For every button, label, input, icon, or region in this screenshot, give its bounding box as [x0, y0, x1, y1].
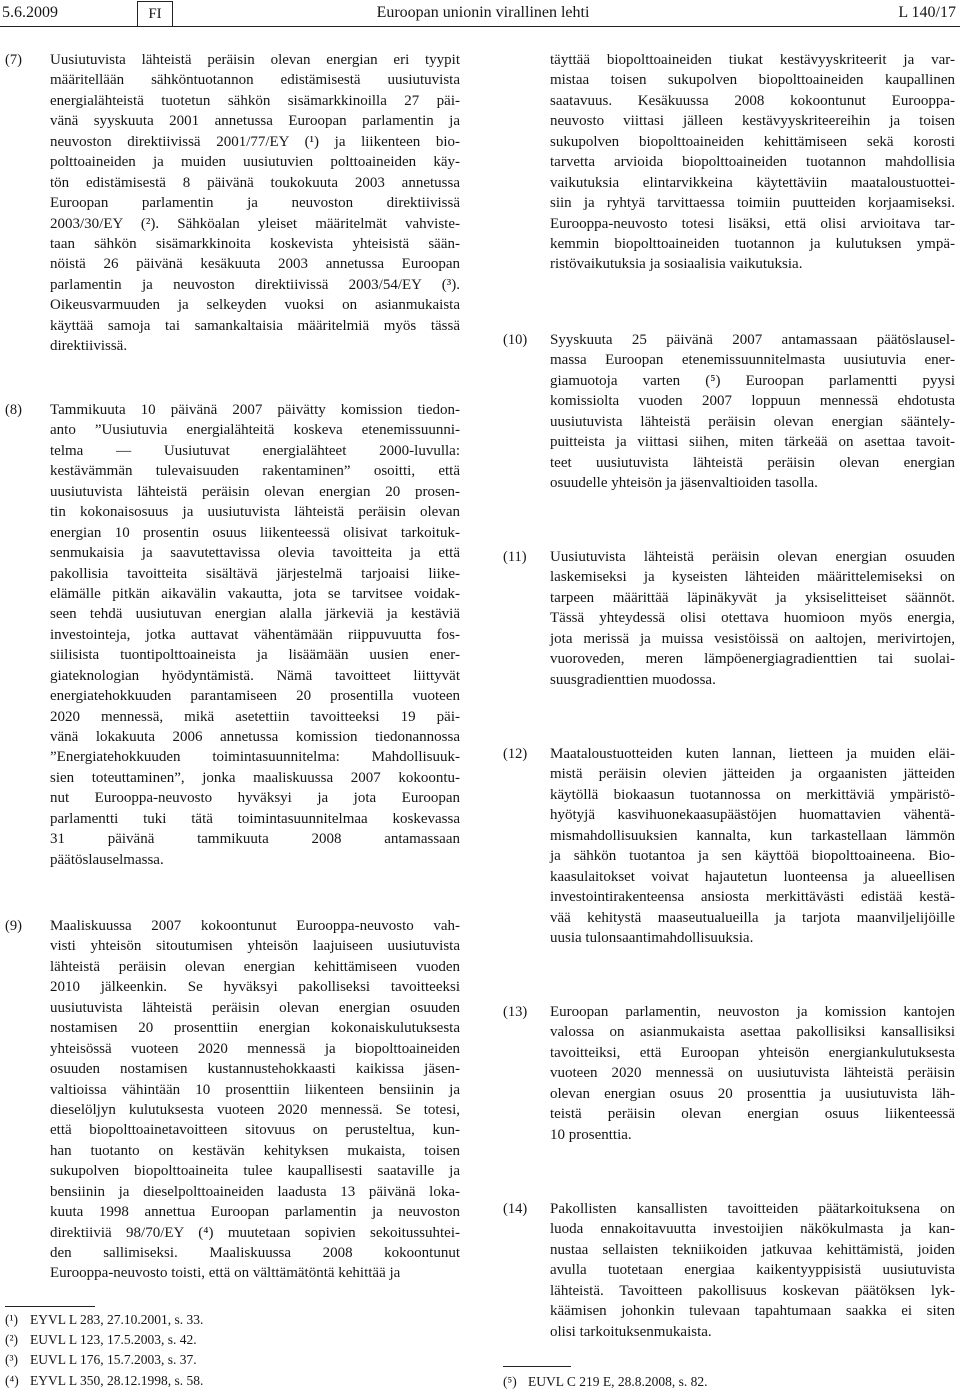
text-line: vuoroveden, meren lämpöenergiagradienttien tai suolai-: [550, 651, 955, 668]
text-line: parlamentti tuki tätä toimintasuunnitelmaa koskevassa: [50, 810, 460, 827]
text-line: puitteista ja viittasi siihen, miten tärkeää on asettaa tavoit-: [550, 434, 955, 451]
text-line: laskemiseksi ja kyseisten lähteiden määrittelemiseksi on: [550, 569, 955, 586]
text-line: bensiinin ja dieselpolttoaineiden laadusta 13 päivänä loka-: [50, 1183, 460, 1200]
text-line: vänä lokakuuta 2006 annetussa komission tiedonannossa: [50, 729, 460, 745]
text-line: käyttää samoja tai samankaltaisia määritelmiä myös tässä: [50, 317, 460, 334]
text-line: dieselöljyn kulutuksesta vuoteen 2020 mennessä. Se totesi,: [50, 1101, 460, 1118]
text-line: polttoaineiden ja muiden uusiutuvien polttoaineiden käy-: [50, 154, 460, 171]
recital-number: (14): [503, 1201, 528, 1217]
recital-text: [550, 330, 955, 494]
text-line: teet uusiutuvista lähteistä peräisin olevan energian: [550, 454, 955, 471]
text-line: energian 10 prosentin osuus liikenteessä olisivat tarkoituk-: [50, 524, 460, 541]
text-line: giamuotoja varten (⁵) Euroopan parlamentti pyysi: [550, 372, 955, 389]
text-line: Pakollisten kansallisten tavoitteiden päätarkoituksena on: [550, 1201, 955, 1217]
text-line: nut Eurooppa-neuvosto hyväksyi ja jota Euroopan: [50, 790, 460, 807]
text-line: Tässä yhteydessä olisi otettava huomioon myös energia,: [550, 610, 955, 627]
text-line: hyötyjä kasvihuonekaasupäästöjen huomattavien vähentä-: [550, 807, 955, 824]
text-line: mismahdollisuuksien kannalta, kun tarkastellaan lämmön: [550, 827, 955, 844]
text-line: komissiolta vuoden 2007 loppuun mennessä ehdotusta: [550, 393, 955, 410]
text-line: uusiutuvista lähteistä peräisin olevan energian sääntely-: [550, 413, 955, 430]
text-line: nustaa sellaisten tekniikoiden jatkuvaa kehittämistä, joiden: [550, 1241, 955, 1258]
text-line: senmukaisia ja saavutettavissa olevia tavoitteita ja että: [50, 545, 460, 562]
publication-date: 5.6.2009: [2, 4, 58, 21]
text-line: käytöllä biokaasun tuotannossa on merkittäviä ympäristö-: [550, 786, 955, 803]
text-line: käämisen johonkin tulevaan tapahtumaan saakka ei siten: [550, 1303, 955, 1320]
text-line: Oikeusvarmuuden ja selkeyden vuoksi on asianmukaista: [50, 297, 460, 314]
text-line: sukupolven biopolttoaineiden kehittämiseen sekä korosti: [550, 133, 955, 150]
text-line: giateknologian hyödyntämistä. Nämä tavoitteet liittyvät: [50, 667, 460, 684]
text-line: 10 prosenttia.: [550, 1126, 632, 1143]
text-line: kuuta 1998 annettua Euroopan parlamentin ja neuvoston: [50, 1204, 460, 1221]
text-line: elämälle pitkän aikavälin vakautta, jota se tarvitsee voidak-: [50, 585, 460, 602]
page-header: [0, 0, 960, 27]
text-line: direktiivissä.: [50, 338, 128, 355]
issue-page-number: L 140/17: [898, 4, 956, 21]
text-line: pakollisia tavoitteita sisältävä järjestelmä tarjoaisi liike-: [50, 565, 460, 582]
text-line: Eurooppa-neuvosto totesi lisäksi, että olisi arvioitava tar-: [550, 215, 955, 232]
footnote-mark: (²): [5, 1332, 19, 1348]
text-line: Uusiutuvista lähteistä peräisin olevan energian eri tyypit: [50, 52, 460, 68]
text-line: investointeja, jotka auttavat vähentämään riippuvuutta fos-: [50, 626, 460, 643]
text-line: telma — Uusiutuvat energialähteet 2000-luvulla:: [50, 442, 460, 459]
text-line: investointirakenteensa ansiosta merkittävästi edistää kestä-: [550, 889, 955, 906]
text-line: massa Euroopan etenemissuunnitelmasta uusiutuvia ener-: [550, 352, 955, 369]
text-line: suusgradienttien muodossa.: [550, 671, 716, 688]
text-line: visti yhteisön sitoutumisen yhteisön laajuiseen uusiutuvista: [50, 938, 460, 955]
text-line: Maataloustuotteiden kuten lannan, lietteen ja muiden eläi-: [550, 746, 955, 762]
text-line: Tammikuuta 10 päivänä 2007 päivätty komission tiedon-: [50, 402, 460, 418]
recital-text: [550, 547, 955, 690]
text-line: mistä peräisin olevien jätteiden ja orgaanisten jätteiden: [550, 766, 955, 783]
text-line: lähteistä. Tavoitteen pakollisuus koskevan päätöksen lyk-: [550, 1282, 955, 1299]
text-line: energialähteistä tuotetun sähkön sisämarkkinoilla 27 päi-: [50, 92, 460, 109]
text-line: valtioissa vähintään 10 prosenttiin liikenteen bensiinin ja: [50, 1081, 460, 1098]
text-line: siin ja ryhtyä tarvittaessa toimiin puutteiden korjaamiseksi.: [550, 195, 955, 212]
text-line: teistä peräisin olevan energian osuus liikenteessä: [550, 1106, 955, 1123]
text-line: ristövaikutuksia ja sosiaalisia vaikutuksia.: [550, 256, 803, 273]
text-line: ”Energiatehokkuuden toimintasuunnitelma: Mahdollisuuk-: [50, 749, 460, 766]
text-line: päätöslauselmassa.: [50, 851, 164, 868]
footnote-text: EYVL L 283, 27.10.2001, s. 33.: [30, 1312, 204, 1327]
text-line: direktiiviä 98/70/EY (⁴) muutetaan sopivien sekoitussuhtei-: [50, 1224, 460, 1241]
text-line: tavoitteiksi, että Euroopan yhteisön energiankulutuksesta: [550, 1044, 955, 1061]
recital-number: (13): [503, 1004, 528, 1020]
text-line: tin kokonaisosuus ja uusiutuvista lähteistä peräisin olevan: [50, 504, 460, 521]
text-line: Eurooppa-neuvosto toisti, että on välttämätöntä kehittää ja: [50, 1265, 401, 1282]
footnote-divider: [503, 1366, 571, 1367]
text-line: neuvoston direktiivissä 2001/77/EY (¹) ja liikenteen bio-: [50, 133, 460, 150]
text-line: taan sähkön sisämarkkinoita koskevista yhteisistä sään-: [50, 235, 460, 252]
text-line: uusiutuvista lähteistä peräisin olevan energian osuuden: [50, 999, 460, 1016]
text-line: 31 päivänä tammikuuta 2008 antamassaan: [50, 831, 460, 848]
text-line: anto ”Uusiutuvia energialähteitä koskeva etenemissuunni-: [50, 422, 460, 439]
text-line: seen tehdä uusiutuvan energian alalla järkeviä ja kestäviä: [50, 606, 460, 623]
recital-text: [50, 916, 460, 1284]
text-line: mistaa toisen sukupolven biopolttoaineiden kaupallinen: [550, 72, 955, 89]
footnote-mark: (⁵): [503, 1374, 517, 1389]
recital-number: (8): [5, 402, 22, 418]
text-line: sukupolven biopolttoaineita tulee kaupallisesti saataville ja: [50, 1163, 460, 1180]
recital-text: [550, 1199, 955, 1342]
text-line: energiatehokkuuden parantamiseen 20 prosentilla vuoteen: [50, 688, 460, 705]
language-badge: FI: [137, 1, 173, 26]
text-line: tön edistämisestä 8 päivänä toukokuuta 2003 annetussa: [50, 174, 460, 191]
text-line: tarpeen määrittää läpinäkyvät ja yksiselitteiset säännöt.: [550, 589, 955, 606]
footnote-text: EUVL L 176, 15.7.2003, s. 37.: [30, 1352, 197, 1368]
text-line: lähteistä peräisin olevan energian kehittämiseen vuoden: [50, 958, 460, 975]
text-line: Uusiutuvista lähteistä peräisin olevan energian osuuden: [550, 549, 955, 565]
text-line: sien toteuttaminen”, jonka maaliskuussa 2007 kokoontu-: [50, 769, 460, 786]
journal-title: Euroopan unionin virallinen lehti: [376, 4, 590, 21]
footnote-mark: (³): [5, 1352, 19, 1368]
text-line: osuudelle yhteisön ja jäsenvaltioiden tasolla.: [550, 475, 818, 492]
text-line: han tuotanto on kestävän kehityksen mukaista, toisen: [50, 1142, 460, 1159]
recital-number: (12): [503, 746, 528, 762]
text-line: yhteisössä vuoteen 2020 mennessä ja biopolttoaineiden: [50, 1040, 460, 1057]
footnote-mark: (¹): [5, 1312, 19, 1327]
text-line: että biopolttoainetavoitteen sitovuus on perusteltua, kun-: [50, 1122, 460, 1139]
recital-number: (10): [503, 332, 528, 348]
text-line: vänä syyskuuta 2001 annetussa Euroopan parlamentin ja: [50, 113, 460, 130]
footnote-divider: [5, 1306, 95, 1307]
recital-text: [550, 1002, 955, 1145]
text-line: valossa on asianmukaista asettaa pakollisiksi kansallisiksi: [550, 1024, 955, 1041]
text-line: 2010 jälkeenkin. Se hyväksyi pakolliseksi tavoitteeksi: [50, 979, 460, 996]
text-line: Euroopan parlamentin ja neuvoston direktiivissä: [50, 195, 460, 212]
text-line: 2020 mennessä, mikä asetettiin tavoitteeksi 19 päi-: [50, 708, 460, 725]
text-line: siilisista tuontipolttoaineista ja lisäämään uusien ener-: [50, 647, 460, 664]
text-line: uusiutuvista lähteistä peräisin olevan energian 20 prosen-: [50, 483, 460, 500]
text-line: nostamisen 20 prosenttiin energian kokonaiskulutuksesta: [50, 1020, 460, 1037]
text-line: luoda ennakoitavuutta investoijien näkökulmasta ja kan-: [550, 1221, 955, 1238]
recital-number: (11): [503, 549, 527, 565]
text-line: olevan energian osuus 20 prosenttia ja uusiutuvista läh-: [550, 1085, 955, 1102]
footnote-text: EYVL L 350, 28.12.1998, s. 58.: [30, 1372, 204, 1388]
text-line: täyttää biopolttoaineiden tiukat kestävyyskriteerit ja var-: [550, 52, 955, 68]
footnote-text: EUVL C 219 E, 28.8.2008, s. 82.: [528, 1374, 708, 1389]
text-line: uusia tulonsaantimahdollisuuksia.: [550, 929, 754, 946]
text-line: kaasulaitokset voivat hajautetun luonteensa ja alueellisen: [550, 868, 955, 885]
text-line: osuuden nostamisen kustannustehokkaasti kaikissa jäsen-: [50, 1061, 460, 1078]
text-line: parlamentin ja neuvoston direktiivissä 2003/54/EY (³).: [50, 276, 460, 293]
recital-text: [50, 400, 460, 870]
text-line: vää kehitystä maaseutualueilla ja tarjota maanviljelijöille: [550, 909, 955, 926]
recital-number: (9): [5, 918, 22, 934]
text-line: Euroopan parlamentin, neuvoston ja komission kantojen: [550, 1004, 955, 1020]
text-line: nöistä 26 päivänä kesäkuuta 2003 annetussa Euroopan: [50, 256, 460, 273]
text-line: 2003/30/EY (²). Sähköalan yleiset määritelmät vahviste-: [50, 215, 460, 232]
text-line: neuvosto viittasi jälleen kestävyyskriteereihin ja toisen: [550, 113, 955, 130]
text-line: ja sähkön tuotantoa ja sen käyttöä biopolttoaineena. Bio-: [550, 848, 955, 865]
text-line: Syyskuuta 25 päivänä 2007 antamassaan päätöslausel-: [550, 332, 955, 348]
text-line: vaikutuksia elintarvikkeina käytettäviin maataloustuottei-: [550, 174, 955, 191]
text-line: kestävämmän tulevaisuuden rakentaminen” osoitti, että: [50, 463, 460, 480]
text-line: Maaliskuussa 2007 kokoontunut Eurooppa-neuvosto vah-: [50, 918, 460, 934]
text-line: olisi tarkoituksenmukaista.: [550, 1323, 712, 1340]
text-line: avulla tuotetaan energiaa kaikentyyppisistä uusiutuvista: [550, 1262, 955, 1279]
text-line: vuoteen 2020 mennessä on uusiutuvista lähteistä peräisin: [550, 1065, 955, 1082]
text-line: saatavuus. Kesäkuussa 2008 kokoontunut Eurooppa-: [550, 92, 955, 109]
recital-text: [550, 50, 955, 275]
footnote-text: EUVL L 123, 17.5.2003, s. 42.: [30, 1332, 197, 1348]
text-line: kemmin biopolttoaineiden tuotannon ja kulutuksen ympä-: [550, 235, 955, 252]
text-line: den sallimiseksi. Maaliskuussa 2008 kokoontunut: [50, 1245, 460, 1261]
recital-number: (7): [5, 52, 22, 68]
recital-text: [50, 50, 460, 357]
text-line: määritellään sähköntuotannon edistämisestä uusiutuvista: [50, 72, 460, 89]
footnote-mark: (⁴): [5, 1372, 19, 1388]
text-line: tarvetta arvioida biopolttoaineiden tuotannon mahdollisia: [550, 154, 955, 171]
text-line: jota merissä ja muissa vesistöissä on aaltojen, merivirtojen,: [550, 630, 955, 647]
recital-text: [550, 744, 955, 948]
